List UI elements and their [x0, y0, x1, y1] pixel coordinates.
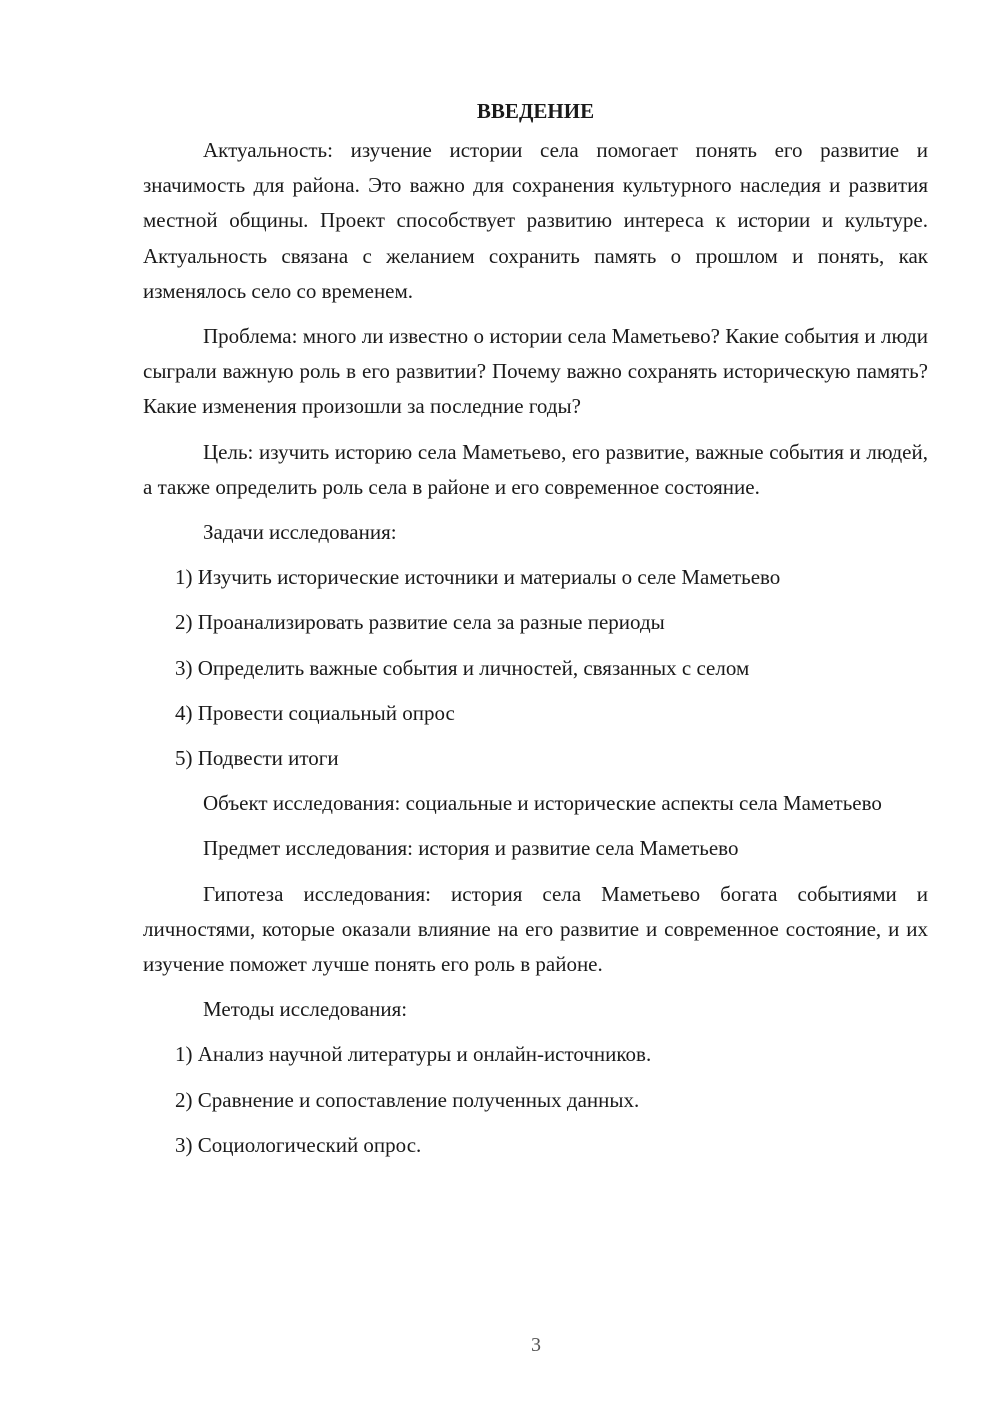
task-item: 4) Провести социальный опрос [175, 700, 455, 725]
task-item: 5) Подвести итоги [175, 746, 339, 771]
method-item: 1) Анализ научной литературы и онлайн-источников. [175, 1042, 652, 1067]
tasks-label: Задачи исследования: [203, 520, 397, 545]
task-item: 3) Определить важные события и личностей, связанных с селом [175, 655, 750, 680]
hypothesis-paragraph: Гипотеза исследования: история села Маметьево богата событиями и личностями, которые оказали влияние на его развитие и современное состояние, и их изучение поможет лучше понять его роль в районе. [143, 881, 928, 977]
tasks-list [143, 560, 928, 776]
object-paragraph: Объект исследования: социальные и исторические аспекты села Маметьево [203, 791, 882, 816]
page-number: 3 [531, 1334, 541, 1356]
task-item: 2) Проанализировать развитие села за разные периоды [175, 610, 665, 635]
section-heading: ВВЕДЕНИЕ [476, 99, 595, 123]
relevance-paragraph: Актуальность: изучение истории села помогает понять его развитие и значимость для района. Это важно для сохранения культурного наследия и развития местной общины. Проект способствует развитию интереса к истории и культуре. Актуальность связана с желанием сохранить память о прошлом и понять, как изменялось село со временем. [143, 138, 928, 303]
method-item: 2) Сравнение и сопоставление полученных данных. [175, 1087, 640, 1112]
page-content [143, 96, 928, 1173]
problem-paragraph: Проблема: много ли известно о истории села Маметьево? Какие события и люди сыграли важную роль в его развитии? Почему важно сохранять историческую память? Какие изменения произошли за последние годы? [143, 324, 928, 419]
methods-label: Методы исследования: [203, 997, 408, 1022]
goal-paragraph: Цель: изучить историю села Маметьево, его развитие, важные события и людей, а также определить роль села в районе и его современное состояние. [143, 439, 928, 499]
method-item: 3) Социологический опрос. [175, 1132, 422, 1157]
task-item: 1) Изучить исторические источники и материалы о селе Маметьево [175, 565, 781, 590]
subject-paragraph: Предмет исследования: история и развитие села Маметьево [203, 836, 739, 861]
methods-list [143, 1037, 928, 1163]
